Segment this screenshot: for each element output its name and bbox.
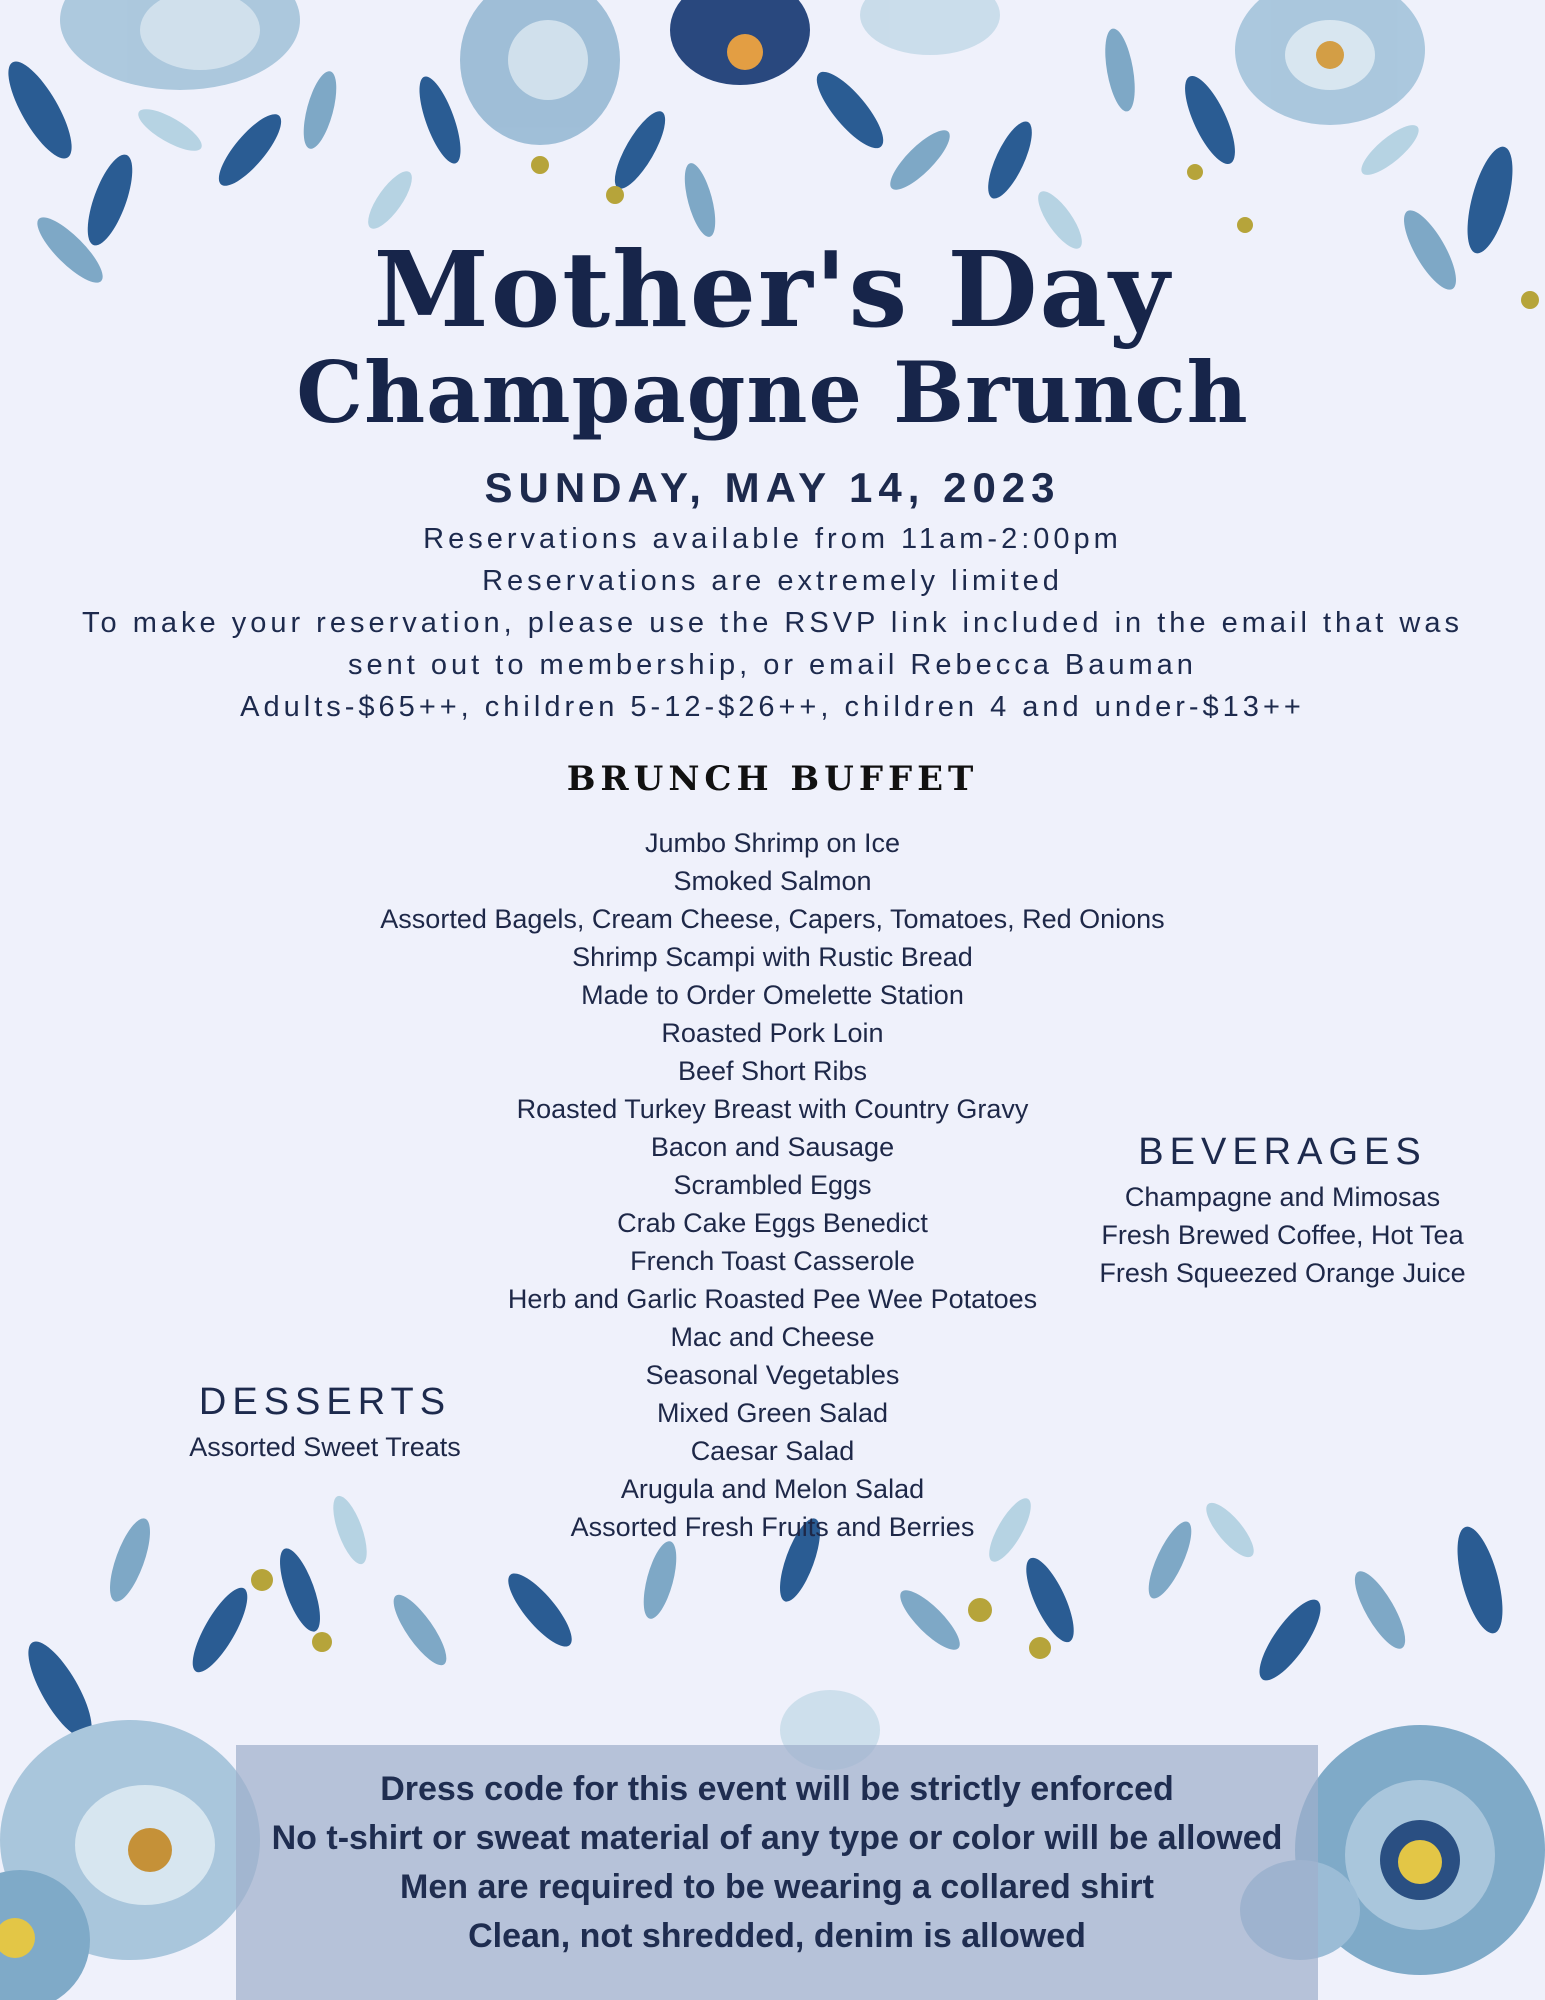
- menu-item: Assorted Bagels, Cream Cheese, Capers, Tomatoes, Red Onions: [380, 904, 1165, 934]
- beverage-item: Champagne and Mimosas: [1124, 1182, 1441, 1212]
- desserts-heading: DESSERTS: [198, 1381, 452, 1423]
- menu-item: Jumbo Shrimp on Ice: [644, 828, 901, 858]
- info-line: Reservations are extremely limited: [482, 565, 1063, 597]
- dress-code-line: Dress code for this event will be strictly enforced: [380, 1770, 1174, 1808]
- menu-item: Scrambled Eggs: [673, 1170, 872, 1200]
- menu-item: Beef Short Ribs: [677, 1056, 868, 1086]
- title-champagne-brunch: Champagne Brunch: [296, 343, 1249, 442]
- menu-item: Smoked Salmon: [673, 866, 872, 896]
- menu-item: Mixed Green Salad: [656, 1398, 889, 1428]
- beverages-section: [1080, 1126, 1485, 1292]
- menu-item: French Toast Casserole: [630, 1246, 915, 1276]
- menu-item: Caesar Salad: [690, 1436, 855, 1466]
- dress-code-line: Men are required to be wearing a collared shirt: [400, 1868, 1154, 1906]
- dress-code-box: [236, 1745, 1318, 2000]
- menu-item: Roasted Turkey Breast with Country Gravy: [516, 1094, 1029, 1124]
- beverages-heading: BEVERAGES: [1138, 1131, 1427, 1173]
- event-date: SUNDAY, MAY 14, 2023: [484, 464, 1061, 511]
- pricing-line: Adults-$65++, children 5-12-$26++, children 4 and under-$13++: [240, 691, 1305, 723]
- menu-item: Assorted Fresh Fruits and Berries: [570, 1512, 975, 1542]
- info-line: Reservations available from 11am-2:00pm: [423, 523, 1122, 555]
- reservation-info: [0, 518, 1545, 728]
- beverage-item: Fresh Squeezed Orange Juice: [1099, 1258, 1466, 1288]
- brunch-buffet-heading: BRUNCH BUFFET: [566, 759, 979, 799]
- menu-item: Made to Order Omelette Station: [581, 980, 964, 1010]
- menu-item: Roasted Pork Loin: [661, 1018, 884, 1048]
- menu-item: Seasonal Vegetables: [645, 1360, 900, 1390]
- dress-code-line: No t-shirt or sweat material of any type or color will be allowed: [271, 1819, 1283, 1857]
- info-line: sent out to membership, or email Rebecca Bauman: [348, 649, 1197, 681]
- menu-item: Bacon and Sausage: [650, 1132, 895, 1162]
- dessert-item: Assorted Sweet Treats: [189, 1432, 461, 1462]
- info-line: To make your reservation, please use the RSVP link included in the email that was: [82, 607, 1463, 639]
- menu-item: Shrimp Scampi with Rustic Bread: [572, 942, 973, 972]
- title-mothers-day: Mother's Day: [373, 228, 1172, 351]
- menu-item: Mac and Cheese: [670, 1322, 875, 1352]
- menu-item: Crab Cake Eggs Benedict: [617, 1208, 928, 1238]
- menu-item: Arugula and Melon Salad: [620, 1474, 925, 1504]
- dress-code-line: Clean, not shredded, denim is allowed: [468, 1917, 1086, 1955]
- desserts-section: [150, 1376, 500, 1466]
- menu-item: Herb and Garlic Roasted Pee Wee Potatoes: [507, 1284, 1038, 1314]
- beverage-item: Fresh Brewed Coffee, Hot Tea: [1101, 1220, 1464, 1250]
